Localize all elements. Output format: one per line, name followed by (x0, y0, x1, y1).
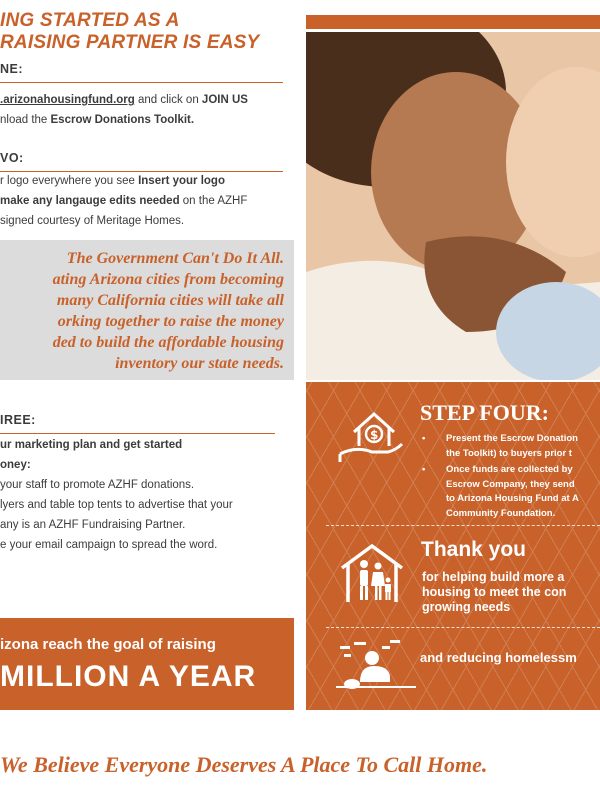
quote-text: The Government Can't Do It All. ating Arizona cities from becoming many California cities will take all orking together to raise the money ded to build the affordable housing inventory our state needs. (52, 250, 284, 372)
step-three-heading: IREE: (0, 413, 36, 427)
thanks-text: for helping build more a housing to meet the con growing needs (422, 570, 567, 614)
thanks-title: Thank you (421, 538, 527, 561)
step-three-text: ur marketing plan and get started oney: your staff to promote AZHF donations. lyers and table top tents to advertise that your any is an AZHF Fundraising Partner. e your email campaign to spread the word. (0, 439, 233, 551)
step-four-panel (306, 382, 600, 710)
step-two-text: r logo everywhere you see Insert your logo make any langauge edits needed on the AZHF signed courtesy of Meritage Homes. (0, 175, 248, 227)
footer-tagline: We Believe Everyone Deserves A Place To Call Home. (0, 752, 488, 777)
step-one-heading: NE: (0, 62, 24, 76)
quote-box (0, 240, 294, 380)
top-accent-bar (306, 15, 600, 29)
list-item: • Present the Escrow Donation the Toolkit) to buyers prior t (422, 432, 600, 461)
homeless-person-icon (330, 632, 420, 690)
house-dollar-hand-icon (336, 404, 406, 466)
dashed-divider (326, 627, 600, 628)
title-line-2: RAISING PARTNER IS EASY (0, 32, 260, 53)
page-title (0, 10, 300, 54)
step-one-text: .arizonahousingfund.org and click on JOIN US nload the Escrow Donations Toolkit. (0, 94, 248, 126)
step-four-list (422, 432, 600, 523)
photo-illustration (306, 32, 600, 380)
goal-line-2: MILLION A YEAR (0, 660, 257, 693)
divider (0, 433, 275, 434)
goal-banner (0, 618, 294, 710)
mother-child-photo (306, 32, 600, 380)
dashed-divider (326, 525, 600, 526)
website-link[interactable]: .arizonahousingfund.org (0, 94, 135, 106)
goal-line-1: izona reach the goal of raising (0, 636, 216, 653)
step-two-heading: VO: (0, 151, 24, 165)
reduce-homelessness-text: and reducing homelessm (420, 650, 577, 665)
svg-text:$: $ (370, 428, 379, 442)
title-line-1: ING STARTED AS A (0, 10, 180, 31)
list-item: • Once funds are collected by Escrow Company, they send to Arizona Housing Fund at A Community Foundation. (422, 463, 600, 521)
step-four-title: STEP FOUR: (420, 400, 549, 425)
family-house-icon (338, 542, 406, 604)
divider (0, 82, 283, 83)
